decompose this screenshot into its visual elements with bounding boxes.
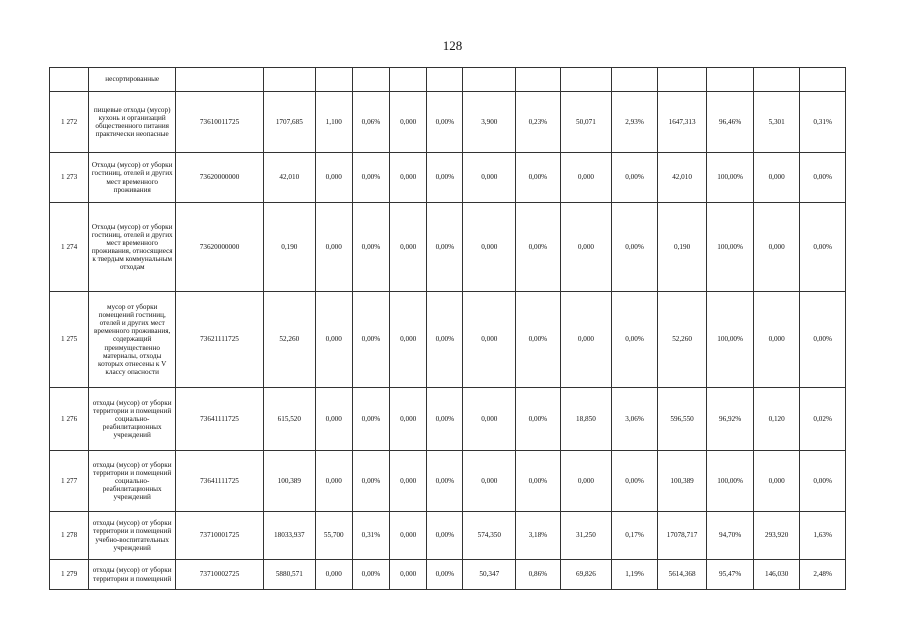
value-cell: 1,100	[315, 92, 352, 153]
fkko-code-cell: 73641111725	[176, 388, 264, 451]
value-cell: 100,389	[657, 451, 707, 512]
value-cell: 52,260	[263, 292, 315, 388]
value-cell: 0,000	[390, 292, 427, 388]
waste-name-cell: Отходы (мусор) от уборки гостиниц, отелей и других мест временного проживания	[89, 153, 176, 203]
value-cell: 0,00%	[352, 560, 389, 590]
value-cell	[707, 68, 754, 92]
table-row	[50, 68, 846, 92]
value-cell: 0,00%	[612, 451, 657, 512]
value-cell: 0,120	[753, 388, 800, 451]
fkko-code-cell: 73621111725	[176, 292, 264, 388]
table-row	[50, 92, 846, 153]
waste-name-cell: отходы (мусор) от уборки территории и помещений социально-реабилитационных учреждений	[89, 388, 176, 451]
row-number-cell: 1 278	[50, 512, 89, 560]
value-cell: 100,00%	[707, 203, 754, 292]
fkko-code-cell: 73710002725	[176, 560, 264, 590]
value-cell: 100,00%	[707, 451, 754, 512]
value-cell: 0,00%	[612, 153, 657, 203]
value-cell: 0,23%	[516, 92, 560, 153]
value-cell: 0,00%	[427, 292, 463, 388]
row-number-cell: 1 273	[50, 153, 89, 203]
value-cell: 0,00%	[427, 153, 463, 203]
value-cell: 1,19%	[612, 560, 657, 590]
value-cell: 69,826	[560, 560, 612, 590]
value-cell: 0,00%	[427, 560, 463, 590]
value-cell	[800, 68, 846, 92]
value-cell: 0,000	[390, 451, 427, 512]
table-row	[50, 153, 846, 203]
value-cell: 55,700	[315, 512, 352, 560]
value-cell: 0,000	[560, 451, 612, 512]
value-cell: 0,000	[753, 451, 800, 512]
value-cell: 42,010	[657, 153, 707, 203]
value-cell: 0,00%	[352, 292, 389, 388]
value-cell: 0,00%	[612, 203, 657, 292]
value-cell: 1647,313	[657, 92, 707, 153]
value-cell: 31,250	[560, 512, 612, 560]
value-cell	[560, 68, 612, 92]
value-cell	[427, 68, 463, 92]
value-cell: 0,000	[390, 203, 427, 292]
table-row	[50, 388, 846, 451]
value-cell: 3,18%	[516, 512, 560, 560]
row-number-cell: 1 277	[50, 451, 89, 512]
value-cell	[753, 68, 800, 92]
value-cell: 0,00%	[800, 451, 846, 512]
value-cell: 0,000	[560, 153, 612, 203]
table-row	[50, 512, 846, 560]
row-number-cell: 1 276	[50, 388, 89, 451]
value-cell: 293,920	[753, 512, 800, 560]
value-cell: 0,000	[390, 388, 427, 451]
value-cell: 0,000	[315, 203, 352, 292]
value-cell: 0,00%	[352, 451, 389, 512]
table-row	[50, 560, 846, 590]
value-cell: 2,48%	[800, 560, 846, 590]
value-cell: 0,000	[753, 203, 800, 292]
value-cell: 0,000	[390, 560, 427, 590]
value-cell	[516, 68, 560, 92]
value-cell: 5,301	[753, 92, 800, 153]
value-cell: 0,000	[463, 203, 516, 292]
value-cell: 0,00%	[516, 451, 560, 512]
waste-name-cell: несортированные	[89, 68, 176, 92]
value-cell: 52,260	[657, 292, 707, 388]
page-number: 128	[442, 38, 463, 53]
row-number-cell: 1 279	[50, 560, 89, 590]
row-number-cell: 1 274	[50, 203, 89, 292]
value-cell: 1707,685	[263, 92, 315, 153]
value-cell: 146,030	[753, 560, 800, 590]
value-cell: 0,00%	[612, 292, 657, 388]
value-cell: 0,190	[657, 203, 707, 292]
value-cell: 50,347	[463, 560, 516, 590]
value-cell: 2,93%	[612, 92, 657, 153]
value-cell: 0,000	[463, 388, 516, 451]
value-cell: 0,00%	[800, 203, 846, 292]
value-cell: 96,46%	[707, 92, 754, 153]
value-cell: 100,00%	[707, 153, 754, 203]
value-cell: 0,000	[463, 292, 516, 388]
value-cell: 0,000	[315, 388, 352, 451]
value-cell: 0,00%	[352, 388, 389, 451]
value-cell: 0,000	[315, 153, 352, 203]
value-cell	[390, 68, 427, 92]
value-cell: 3,06%	[612, 388, 657, 451]
value-cell	[612, 68, 657, 92]
value-cell: 0,000	[463, 153, 516, 203]
value-cell: 0,86%	[516, 560, 560, 590]
value-cell: 0,06%	[352, 92, 389, 153]
value-cell: 0,000	[390, 512, 427, 560]
value-cell: 17078,717	[657, 512, 707, 560]
row-number-cell: 1 272	[50, 92, 89, 153]
waste-name-cell: отходы (мусор) от уборки территории и помещений учебно-воспитательных учреждений	[89, 512, 176, 560]
fkko-code-cell: 73710001725	[176, 512, 264, 560]
value-cell: 50,071	[560, 92, 612, 153]
value-cell: 0,00%	[516, 292, 560, 388]
waste-name-cell: мусор от уборки помещений гостиниц, отелей и других мест временного проживания, содержащий преимущественно материалы, отходы которых отнесены к V классу опасности	[89, 292, 176, 388]
value-cell: 0,000	[315, 560, 352, 590]
value-cell: 0,00%	[352, 203, 389, 292]
waste-name-cell: Отходы (мусор) от уборки гостиниц, отелей и других мест временного проживания, относящиеся к твердым коммунальным отходам	[89, 203, 176, 292]
fkko-code-cell: 73641111725	[176, 451, 264, 512]
value-cell: 0,31%	[352, 512, 389, 560]
value-cell: 0,00%	[352, 153, 389, 203]
value-cell: 0,00%	[800, 153, 846, 203]
value-cell: 0,000	[753, 292, 800, 388]
table-row	[50, 451, 846, 512]
value-cell	[263, 68, 315, 92]
value-cell: 0,000	[390, 92, 427, 153]
row-number-cell	[50, 68, 89, 92]
value-cell: 0,02%	[800, 388, 846, 451]
value-cell: 0,00%	[427, 92, 463, 153]
waste-name-cell: отходы (мусор) от уборки территории и помещений социально-реабилитационных учреждений	[89, 451, 176, 512]
value-cell: 0,00%	[516, 153, 560, 203]
value-cell: 0,000	[560, 203, 612, 292]
value-cell: 0,00%	[427, 388, 463, 451]
value-cell	[463, 68, 516, 92]
value-cell: 1,63%	[800, 512, 846, 560]
value-cell: 42,010	[263, 153, 315, 203]
row-number-cell: 1 275	[50, 292, 89, 388]
table-row	[50, 203, 846, 292]
value-cell: 5880,571	[263, 560, 315, 590]
value-cell: 0,190	[263, 203, 315, 292]
fkko-code-cell: 73620000000	[176, 153, 264, 203]
value-cell: 96,92%	[707, 388, 754, 451]
value-cell: 3,900	[463, 92, 516, 153]
value-cell: 0,000	[315, 292, 352, 388]
value-cell: 0,000	[753, 153, 800, 203]
fkko-code-cell: 73610011725	[176, 92, 264, 153]
value-cell: 0,00%	[516, 388, 560, 451]
waste-table	[49, 67, 846, 590]
fkko-code-cell: 73620000000	[176, 203, 264, 292]
value-cell: 0,00%	[427, 203, 463, 292]
value-cell: 0,00%	[800, 292, 846, 388]
value-cell	[352, 68, 389, 92]
value-cell: 615,520	[263, 388, 315, 451]
value-cell: 18033,937	[263, 512, 315, 560]
value-cell: 0,000	[463, 451, 516, 512]
waste-name-cell: пищевые отходы (мусор) кухонь и организаций общественного питания практически неопасные	[89, 92, 176, 153]
value-cell: 18,850	[560, 388, 612, 451]
waste-name-cell: отходы (мусор) от уборки территории и помещений	[89, 560, 176, 590]
value-cell	[315, 68, 352, 92]
value-cell: 100,389	[263, 451, 315, 512]
table-row	[50, 292, 846, 388]
value-cell: 0,17%	[612, 512, 657, 560]
value-cell: 574,350	[463, 512, 516, 560]
value-cell: 0,00%	[516, 203, 560, 292]
value-cell: 596,550	[657, 388, 707, 451]
value-cell: 95,47%	[707, 560, 754, 590]
value-cell: 0,000	[560, 292, 612, 388]
value-cell: 100,00%	[707, 292, 754, 388]
value-cell	[657, 68, 707, 92]
value-cell: 0,00%	[427, 451, 463, 512]
value-cell: 0,000	[315, 451, 352, 512]
fkko-code-cell	[176, 68, 264, 92]
value-cell: 0,00%	[427, 512, 463, 560]
value-cell: 94,70%	[707, 512, 754, 560]
value-cell: 5614,368	[657, 560, 707, 590]
value-cell: 0,31%	[800, 92, 846, 153]
value-cell: 0,000	[390, 153, 427, 203]
